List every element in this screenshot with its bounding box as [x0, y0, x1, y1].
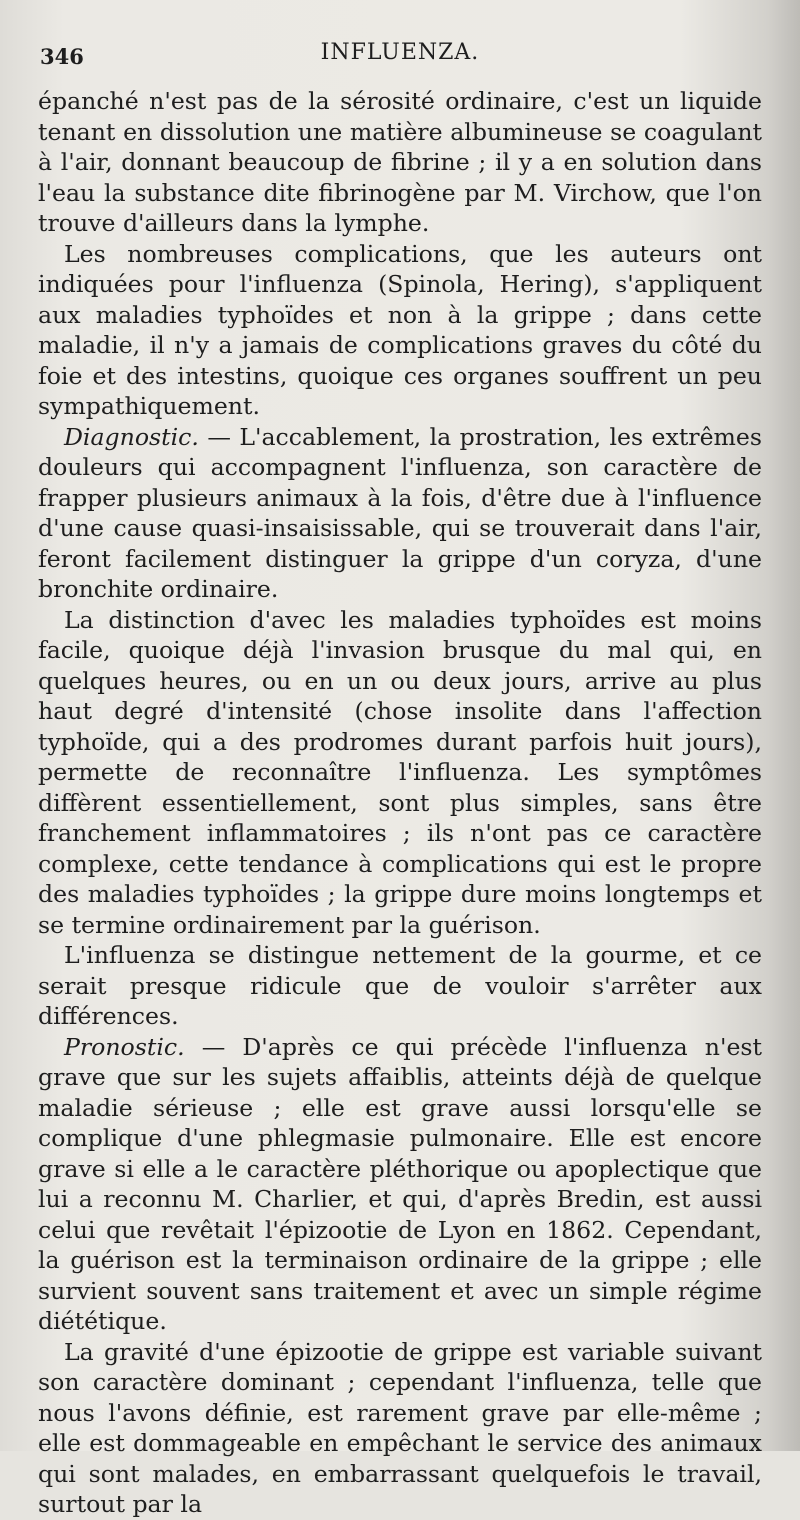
- paragraph-text: Les nombreuses complications, que les auteurs ont indiquées pour l'influenza (Spinola, Hering), s'appliquent aux maladies typhoïdes et non à la grippe ; dans cette maladie, il n'y a jamais de complications graves du côté du foie et des intestins, quoique ces organes souffrent un peu sympathiquement.: [38, 239, 762, 420]
- paragraph-diagnostic: [38, 422, 762, 605]
- paragraph-complications: [38, 239, 762, 422]
- paragraph-gravite: [38, 1337, 762, 1520]
- section-heading-diagnostic: Diagnostic.: [64, 422, 199, 451]
- paragraph-text: L'influenza se distingue nettement de la gourme, et ce serait presque ridicule que de vouloir s'arrêter aux différences.: [38, 941, 762, 1030]
- paragraph-pronostic: [38, 1032, 762, 1337]
- running-title: INFLUENZA.: [320, 40, 480, 65]
- paragraph-text: — L'accablement, la prostration, les extrêmes douleurs qui accompagnent l'influenza, son caractère de frapper plusieurs animaux à la fois, d'être due à l'influence d'une cause quasi-insaisissable, qui se trouverait dans l'air, feront facilement distinguer la grippe d'un coryza, d'une bronchite ordinaire.: [38, 422, 762, 603]
- page-header: [40, 38, 760, 74]
- page-number: 346: [40, 44, 84, 69]
- paragraph-continuation: [38, 86, 762, 239]
- section-heading-pronostic: Pronostic.: [64, 1032, 185, 1061]
- paragraph-text: La gravité d'une épizootie de grippe est variable suivant son caractère dominant ; cependant l'influenza, telle que nous l'avons définie, est rarement grave par elle-même ; elle est dommageable en empêchant le service des animaux qui sont malades, en embarrassant quelquefois le travail, surtout par la: [38, 1337, 762, 1518]
- paragraph-text: épanché n'est pas de la sérosité ordinaire, c'est un liquide tenant en dissolution une matière albumineuse se coagulant à l'air, donnant beaucoup de fibrine ; il y a en solution dans l'eau la substance dite fibrinogène par M. Virchow, que l'on trouve d'ailleurs dans la lymphe.: [38, 87, 762, 237]
- body-text: [38, 86, 762, 1520]
- paragraph-text: La distinction d'avec les maladies typhoïdes est moins facile, quoique déjà l'invasion brusque du mal qui, en quelques heures, ou en un ou deux jours, arrive au plus haut degré d'intensité (chose insolite dans l'affection typhoïde, qui a des prodromes durant parfois huit jours), permette de reconnaître l'influenza. Les symptômes diffèrent essentiellement, sont plus simples, sans être franchement inflammatoires ; ils n'ont pas ce caractère complexe, cette tendance à complications qui est le propre des maladies typhoïdes ; la grippe dure moins longtemps et se termine ordinairement par la guérison.: [38, 605, 762, 939]
- paragraph-text: — D'après ce qui précède l'influenza n'est grave que sur les sujets affaiblis, atteints déjà de quelque maladie sérieuse ; elle est grave aussi lorsqu'elle se complique d'une phlegmasie pulmonaire. Elle est encore grave si elle a le caractère pléthorique ou apoplectique que lui a reconnu M. Charlier, et qui, d'après Bredin, est aussi celui que revêtait l'épizootie de Lyon en 1862. Cependant, la guérison est la terminaison ordinaire de la grippe ; elle survient souvent sans traitement et avec un simple régime diététique.: [38, 1032, 762, 1335]
- paragraph-gourme: [38, 940, 762, 1032]
- paragraph-distinction: [38, 605, 762, 941]
